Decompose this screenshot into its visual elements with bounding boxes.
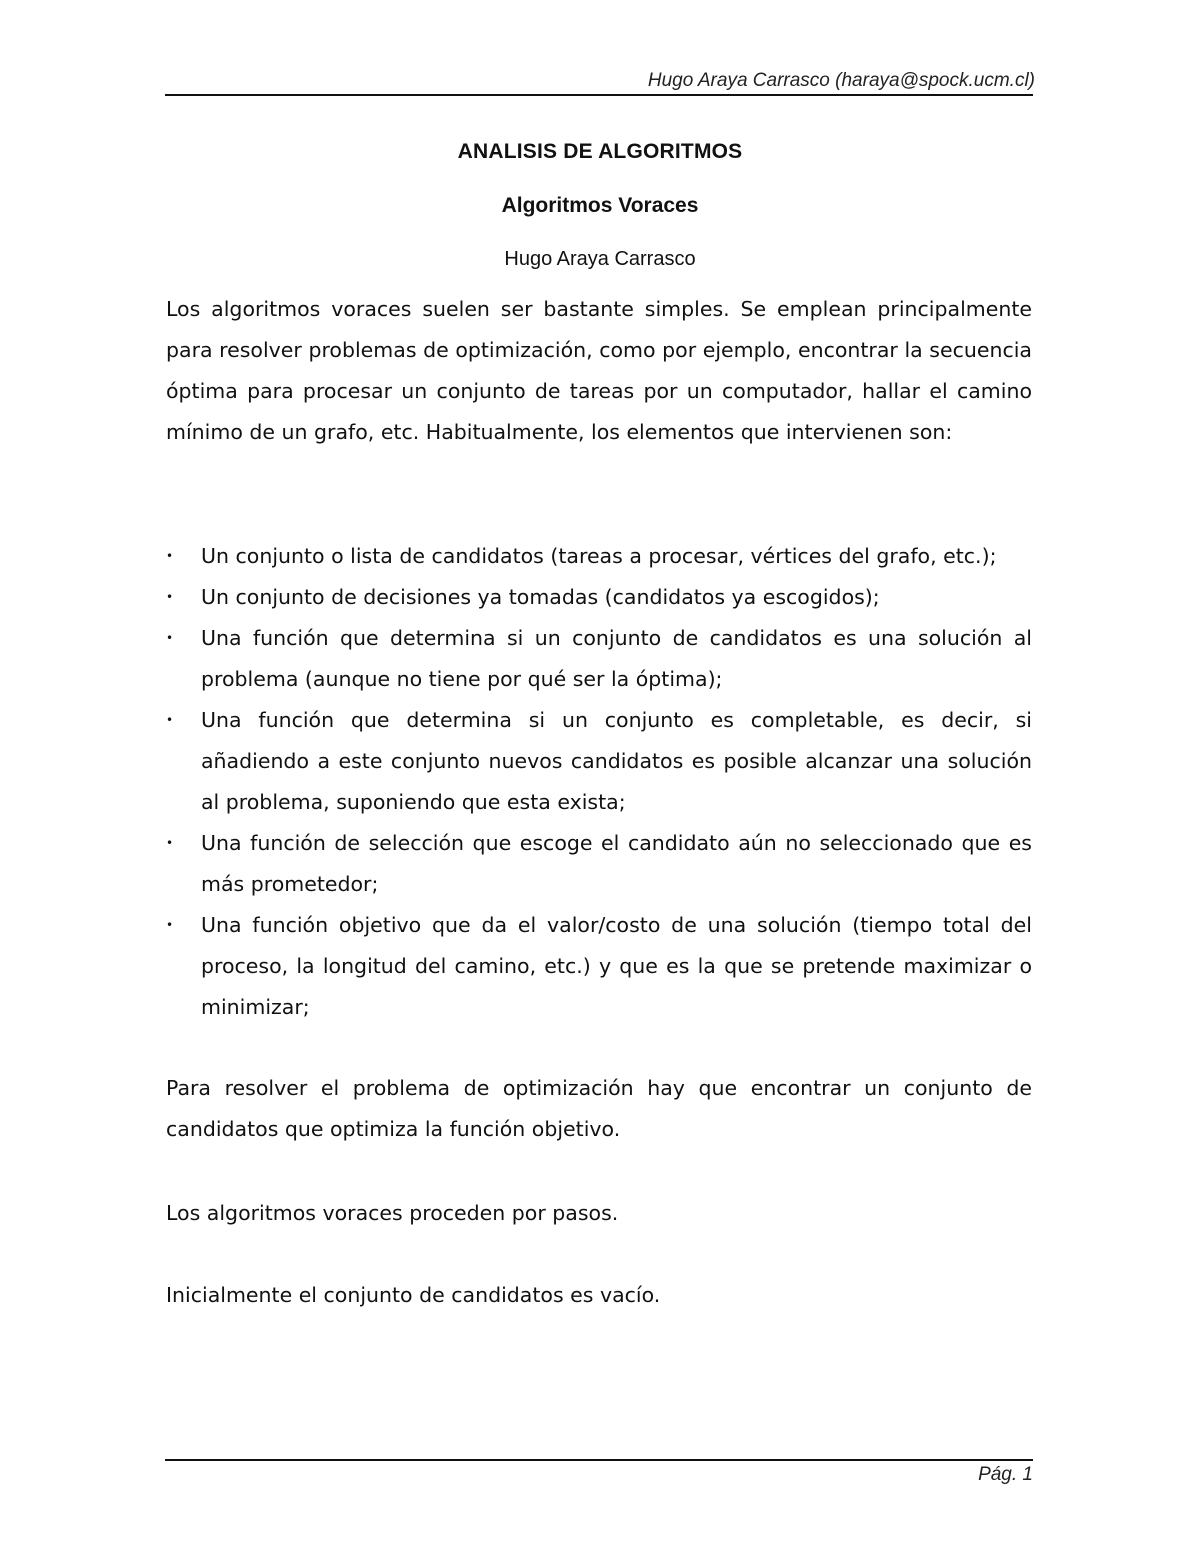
list-item	[166, 905, 1032, 1028]
page-number: Pág. 1	[978, 1464, 1033, 1485]
optimization-paragraph: Para resolver el problema de optimización hay que encontrar un conjunto de candidatos que optimiza la función objetivo.	[166, 1076, 1032, 1141]
list-item	[166, 823, 1032, 905]
running-header: Hugo Araya Carrasco (haraya@spock.ucm.cl)	[647, 70, 1035, 91]
steps-paragraph: Los algoritmos voraces proceden por pasos.	[166, 1201, 619, 1225]
list-item-text: Una función objetivo que da el valor/costo de una solución (tiempo total del proceso, la longitud del camino, etc.) y que es la que se pretende maximizar o minimizar;	[201, 913, 1032, 1019]
document-author: Hugo Araya Carrasco	[504, 248, 696, 270]
bullet-icon: •	[166, 836, 174, 850]
intro-paragraph: Los algoritmos voraces suelen ser bastante simples. Se emplean principalmente para resolver problemas de optimización, como por ejemplo, encontrar la secuencia óptima para procesar un conjunto de tareas por un computador, hallar el camino mínimo de un grafo, etc. Habitualmente, los elementos que intervienen son:	[166, 297, 1032, 444]
list-item-text: Una función que determina si un conjunto de candidatos es una solución al problema (aunque no tiene por qué ser la óptima);	[201, 626, 1032, 691]
footer-rule	[165, 1459, 1033, 1461]
list-item	[166, 577, 1032, 618]
list-item-text: Una función que determina si un conjunto es completable, es decir, si añadiendo a este conjunto nuevos candidatos es posible alcanzar una solución al problema, suponiendo que esta exista;	[201, 708, 1032, 814]
list-item	[166, 536, 1032, 577]
bullet-icon: •	[166, 590, 174, 604]
document-subtitle: Algoritmos Voraces	[501, 194, 699, 217]
list-item-text: Un conjunto o lista de candidatos (tareas a procesar, vértices del grafo, etc.);	[201, 544, 997, 568]
bullet-icon: •	[166, 713, 174, 727]
list-item-text: Una función de selección que escoge el candidato aún no seleccionado que es más prometedor;	[201, 831, 1032, 896]
bullet-icon: •	[166, 918, 174, 932]
initial-set-paragraph: Inicialmente el conjunto de candidatos es vacío.	[166, 1283, 661, 1307]
bullet-icon: •	[166, 631, 174, 645]
list-item	[166, 618, 1032, 700]
header-rule	[165, 94, 1033, 96]
elements-list	[166, 536, 1032, 1028]
list-item	[166, 700, 1032, 823]
document-title: ANALISIS DE ALGORITMOS	[457, 140, 743, 163]
bullet-icon: •	[166, 549, 174, 563]
list-item-text: Un conjunto de decisiones ya tomadas (candidatos ya escogidos);	[201, 585, 880, 609]
